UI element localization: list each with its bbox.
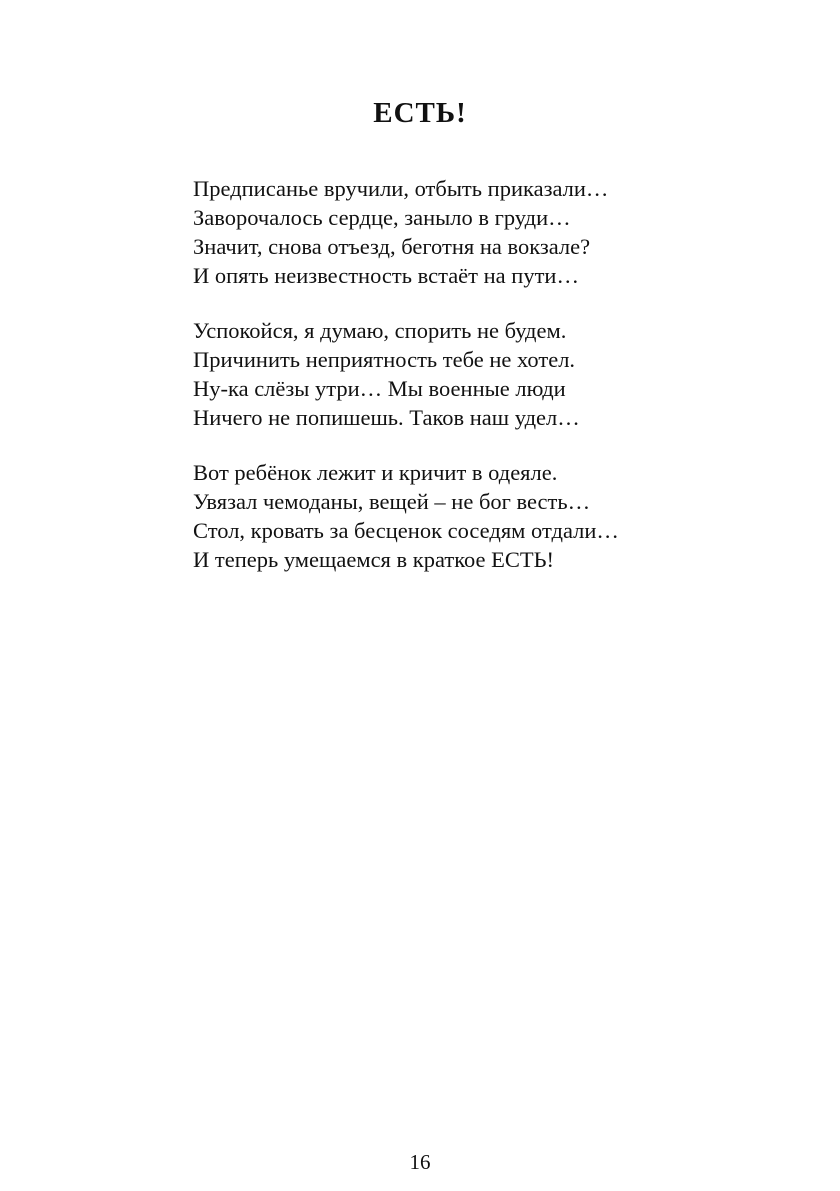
poem-line: Заворочалось сердце, заныло в груди…: [193, 205, 571, 230]
poem-line: И теперь умещаемся в краткое ЕСТЬ!: [193, 547, 555, 572]
poem-line: Вот ребёнок лежит и кричит в одеяле.: [193, 460, 558, 485]
poem-line: Значит, снова отъезд, беготня на вокзале?: [193, 234, 591, 259]
stanza-2: [193, 316, 713, 432]
poem-title: ЕСТЬ!: [373, 97, 467, 130]
poem-line: Успокойся, я думаю, спорить не будем.: [193, 318, 567, 343]
page-number: 16: [409, 1150, 431, 1174]
poem-line: Причинить неприятность тебе не хотел.: [193, 347, 576, 372]
stanza-3: [193, 458, 713, 574]
poem-line: Предписанье вручили, отбыть приказали…: [193, 176, 609, 201]
poem-line: Ну-ка слёзы утри… Мы военные люди: [193, 376, 566, 401]
poem-line: И опять неизвестность встаёт на пути…: [193, 263, 579, 288]
poem-line: Увязал чемоданы, вещей – не бог весть…: [193, 489, 591, 514]
poem-line: Ничего не попишешь. Таков наш удел…: [193, 405, 580, 430]
stanza-1: [193, 174, 713, 290]
poem-body: [193, 174, 713, 600]
poem-line: Стол, кровать за бесценок соседям отдали…: [193, 518, 619, 543]
